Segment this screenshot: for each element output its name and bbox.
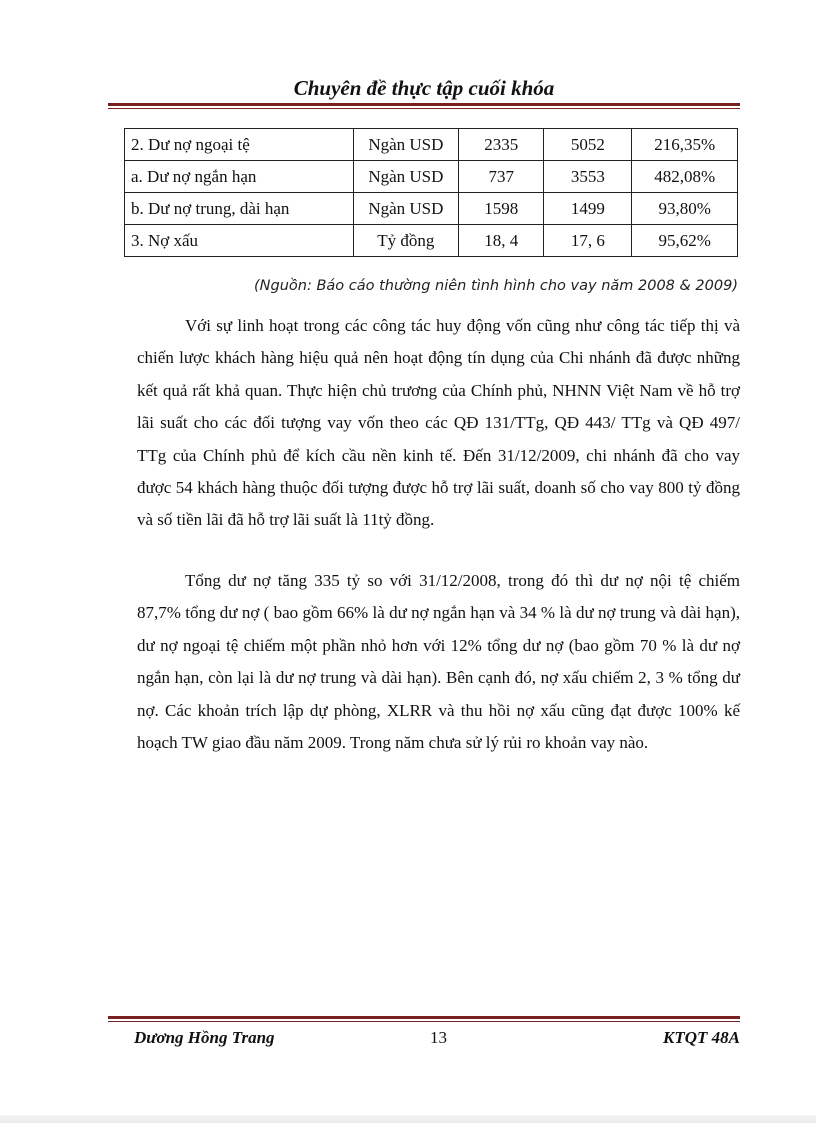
cell-item: b. Dư nợ trung, dài hạn [125, 193, 354, 225]
cell-unit: Ngàn USD [353, 129, 459, 161]
cell-2008: 2335 [459, 129, 544, 161]
page-bottom-edge [0, 1115, 816, 1123]
table-row [125, 193, 738, 225]
cell-ratio: 482,08% [632, 161, 738, 193]
footer-rule-thick [108, 1016, 740, 1019]
header-rule-thin [108, 108, 740, 109]
cell-ratio: 216,35% [632, 129, 738, 161]
cell-unit: Tỷ đồng [353, 225, 459, 257]
page-header-title: Chuyên đề thực tập cuối khóa [293, 76, 555, 100]
cell-2008: 737 [459, 161, 544, 193]
footer-class-code: KTQT 48A [663, 1028, 740, 1047]
body-paragraph-credit-activity: Với sự linh hoạt trong các công tác huy động vốn cũng như công tác tiếp thị và chiến lược khách hàng hiệu quả nên hoạt động tín dụng của Chi nhánh đã được những kết quả rất khả quan. Thực hiện chủ trương của Chính phủ, NHNN Việt Nam về hỗ trợ lãi suất cho các đối tượng vay vốn theo các QĐ 131/TTg, QĐ 443/ TTg và QĐ 497/ TTg của Chính phủ để kích cầu nền kinh tế. Đến 31/12/2009, chi nhánh đã cho vay được 54 khách hàng thuộc đối tượng được hỗ trợ lãi suất, doanh số cho vay 800 tỷ đồng và số tiền lãi đã hỗ trợ lãi suất là 11tỷ đồng. [137, 316, 740, 530]
footer-rule-thin [108, 1021, 740, 1022]
cell-unit: Ngàn USD [353, 193, 459, 225]
table-source-note: (Nguồn: Báo cáo thường niên tình hình cho vay năm 2008 & 2009) [254, 278, 738, 294]
cell-item: 3. Nợ xấu [125, 225, 354, 257]
cell-ratio: 95,62% [632, 225, 738, 257]
page-number: 13 [430, 1028, 447, 1047]
cell-ratio: 93,80% [632, 193, 738, 225]
header-rule-thick [108, 103, 740, 106]
cell-2009: 1499 [544, 193, 632, 225]
loan-balance-table [124, 128, 738, 257]
cell-2009: 17, 6 [544, 225, 632, 257]
cell-item: a. Dư nợ ngắn hạn [125, 161, 354, 193]
cell-2009: 5052 [544, 129, 632, 161]
cell-2008: 1598 [459, 193, 544, 225]
body-paragraph-total-loans: Tổng dư nợ tăng 335 tỷ so với 31/12/2008, trong đó thì dư nợ nội tệ chiếm 87,7% tổng dư nợ ( bao gồm 66% là dư nợ ngắn hạn và 34 % là dư nợ trung và dài hạn), dư nợ ngoại tệ chiếm một phần nhỏ hơn với 12% tổng dư nợ (bao gồm 70 % là dư nợ ngắn hạn, còn lại là dư nợ trung và dài hạn). Bên cạnh đó, nợ xấu chiếm 2, 3 % tổng dư nợ. Các khoản trích lập dự phòng, XLRR và thu hồi nợ xấu cũng đạt được 100% kế hoạch TW giao đầu năm 2009. Trong năm chưa sử lý rủi ro khoản vay nào. [137, 571, 740, 753]
footer-author: Dương Hồng Trang [134, 1028, 275, 1047]
cell-2009: 3553 [544, 161, 632, 193]
table-row [125, 161, 738, 193]
table-row [125, 225, 738, 257]
table-row [125, 129, 738, 161]
cell-item: 2. Dư nợ ngoại tệ [125, 129, 354, 161]
cell-unit: Ngàn USD [353, 161, 459, 193]
cell-2008: 18, 4 [459, 225, 544, 257]
